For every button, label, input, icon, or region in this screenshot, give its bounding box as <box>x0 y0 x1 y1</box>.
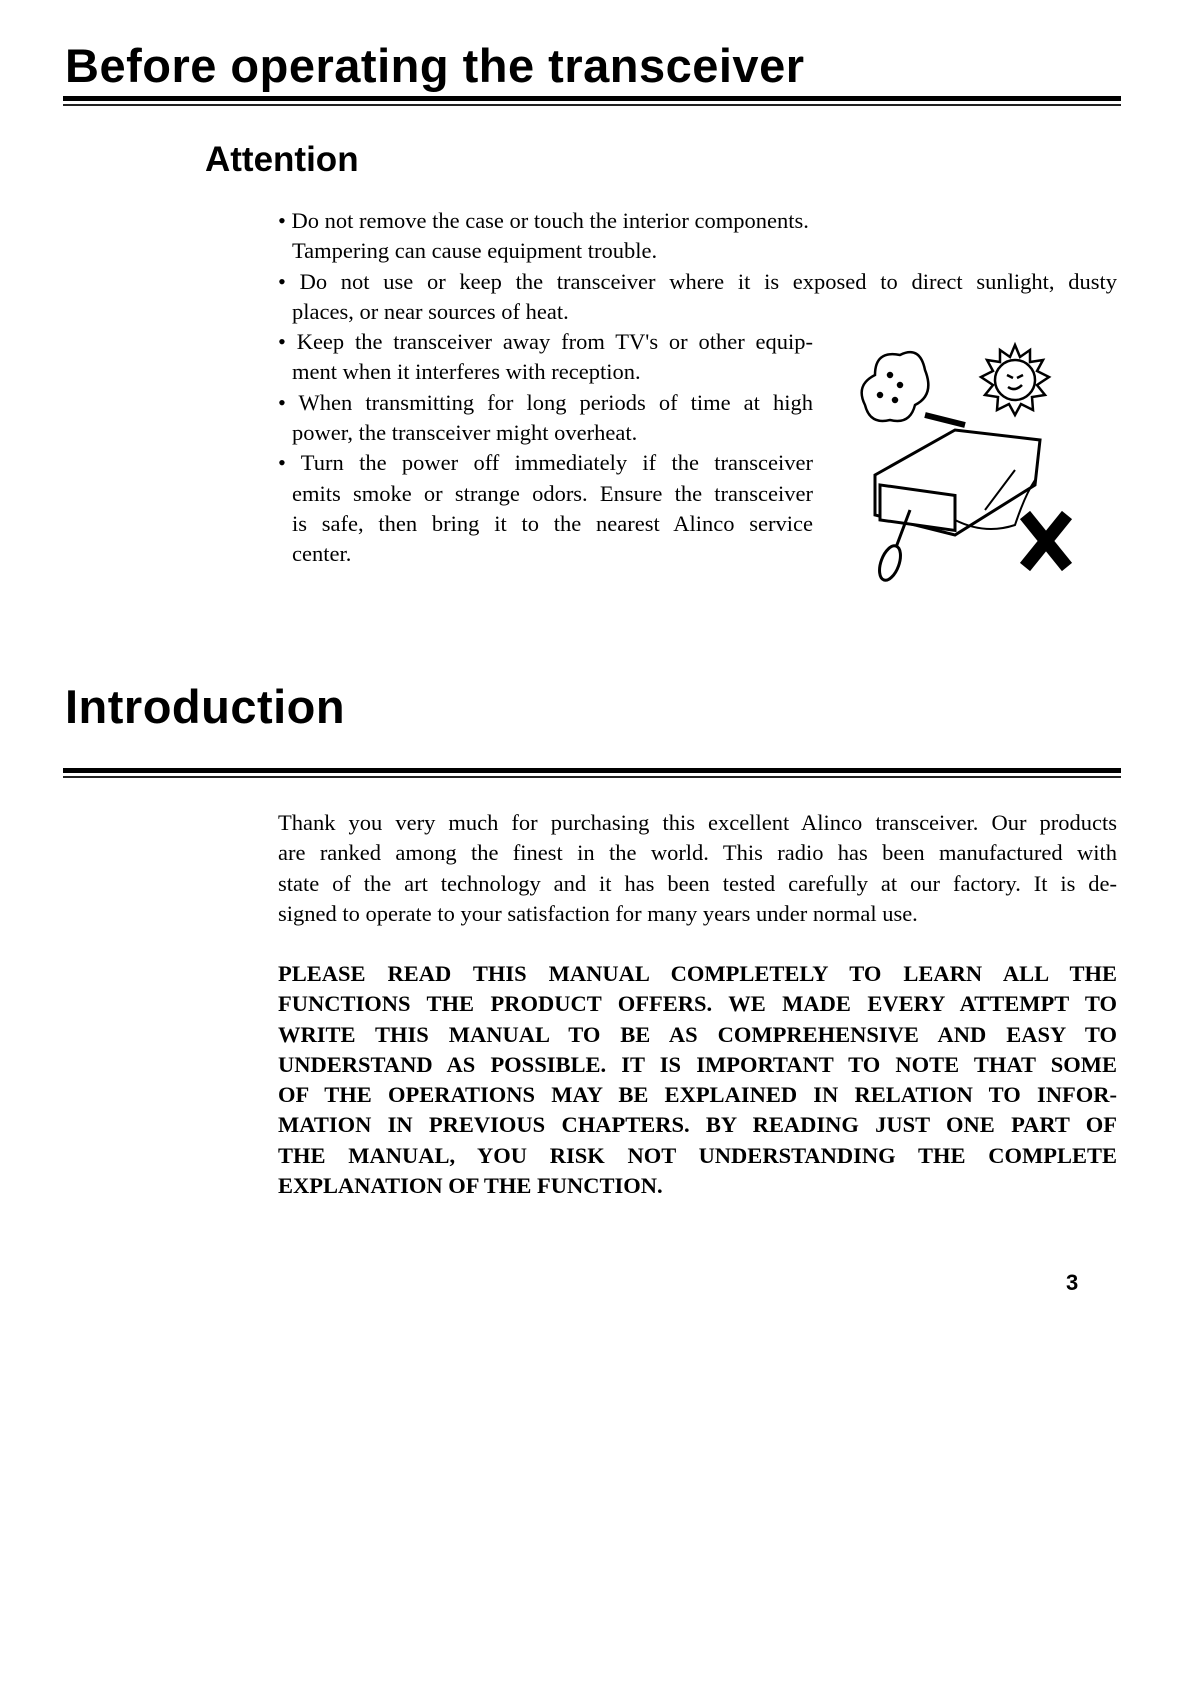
section-title-before-operating: Before operating the transceiver <box>65 39 805 92</box>
warning-illustration <box>845 335 1085 585</box>
paragraph-line: are ranked among the finest in the world. This radio has been manufactured with <box>278 840 1117 866</box>
paragraph-line: UNDERSTAND AS POSSIBLE. IT IS IMPORTANT TO NOTE THAT SOME <box>278 1051 1117 1077</box>
smoke-cloud-icon <box>862 352 929 421</box>
attention-bullet-line: emits smoke or strange odors. Ensure the transceiver <box>292 480 813 506</box>
attention-bullet-line: • Turn the power off immediately if the transceiver <box>278 450 813 476</box>
attention-bullet-line: • When transmitting for long periods of time at high <box>278 389 813 415</box>
introduction-paragraph <box>278 808 1117 929</box>
manual-notice-paragraph <box>278 959 1117 1201</box>
paragraph-line: state of the art technology and it has been tested carefully at our factory. It is de- <box>278 870 1117 896</box>
attention-bullet-line: • Keep the transceiver away from TV's or other equip- <box>278 329 813 355</box>
section-title-introduction: Introduction <box>65 680 346 733</box>
attention-heading: Attention <box>205 140 359 179</box>
attention-bullet-line: power, the transceiver might overheat. <box>292 420 638 446</box>
paragraph-line: OF THE OPERATIONS MAY BE EXPLAINED IN RELATION TO INFOR- <box>278 1082 1117 1108</box>
attention-bullet-line: • Do not use or keep the transceiver where it is exposed to direct sunlight, dusty <box>278 268 1117 294</box>
attention-bullet-line: Tampering can cause equipment trouble. <box>292 238 658 264</box>
attention-bullet-line: center. <box>292 541 352 567</box>
paragraph-line: EXPLANATION OF THE FUNCTION. <box>278 1173 663 1199</box>
page-number: 3 <box>1066 1270 1079 1295</box>
transceiver-icon <box>875 415 1040 535</box>
attention-bullet-line: places, or near sources of heat. <box>292 298 569 324</box>
attention-bullet-line: is safe, then bring it to the nearest Alinco service <box>292 510 813 536</box>
attention-bullet-line: ment when it interferes with reception. <box>292 359 641 385</box>
attention-bullet-line: • Do not remove the case or touch the interior components. <box>278 208 809 233</box>
paragraph-line: PLEASE READ THIS MANUAL COMPLETELY TO LEARN ALL THE <box>278 961 1117 986</box>
paragraph-line: FUNCTIONS THE PRODUCT OFFERS. WE MADE EVERY ATTEMPT TO <box>278 991 1117 1017</box>
paragraph-line: MATION IN PREVIOUS CHAPTERS. BY READING JUST ONE PART OF <box>278 1112 1117 1138</box>
prohibited-x-icon <box>1025 515 1067 567</box>
paragraph-line: WRITE THIS MANUAL TO BE AS COMPREHENSIVE AND EASY TO <box>278 1021 1117 1047</box>
paragraph-line: Thank you very much for purchasing this excellent Alinco transceiver. Our products <box>278 810 1117 835</box>
paragraph-line: signed to operate to your satisfaction for many years under normal use. <box>278 900 918 926</box>
paragraph-line: THE MANUAL, YOU RISK NOT UNDERSTANDING THE COMPLETE <box>278 1142 1117 1168</box>
angry-sun-icon <box>981 345 1049 415</box>
title-rule <box>63 96 1121 106</box>
introduction-rule <box>63 768 1121 778</box>
